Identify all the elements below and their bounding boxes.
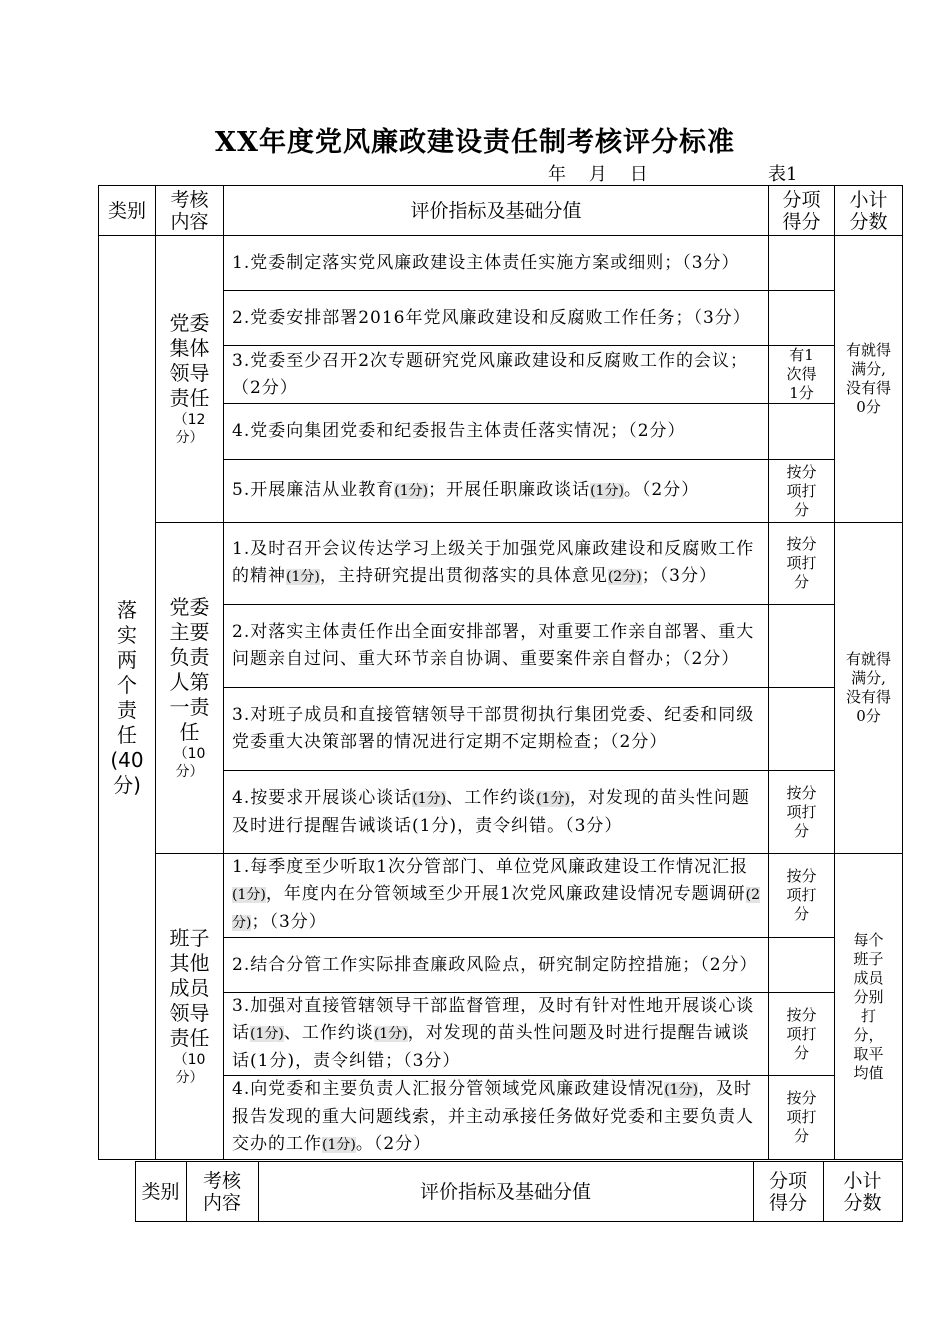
- group-points: （10分）: [173, 1052, 206, 1086]
- group-label: 党委主要负责人第一责任: [169, 595, 210, 744]
- criteria-item: 2.对落实主体责任作出全面安排部署，对重要工作亲自部署、重大问题亲自过问、重大环节亲自协调、重要案件亲自督办；（2分）: [224, 605, 769, 688]
- group-subtotal: 有就得满分,没有得0分: [835, 523, 903, 854]
- group-points: （12分）: [173, 412, 206, 446]
- criteria-item: 2.结合分管工作实际排查廉政风险点，研究制定防控措施；（2分）: [224, 938, 769, 993]
- table-number: 表1: [768, 164, 798, 185]
- header-subtotal: 小计分数: [823, 1162, 902, 1222]
- scoring-table: [98, 185, 903, 1160]
- criteria-item: 1.及时召开会议传达学习上级关于加强党风廉政建设和反腐败工作的精神(1分)，主持研究提出贯彻落实的具体意见(2分)；（3分）: [224, 523, 769, 605]
- item-score: 按分项打分: [769, 771, 835, 854]
- item-score: [769, 688, 835, 771]
- header-category: 类别: [135, 1162, 186, 1222]
- page-margin-cell: [98, 1162, 135, 1222]
- item-score: [769, 938, 835, 993]
- group-label: 班子其他成员领导责任: [169, 926, 210, 1050]
- header-category: 类别: [99, 186, 156, 236]
- group-2-label-cell: [156, 523, 224, 854]
- criteria-item: 3.对班子成员和直接管辖领导干部贯彻执行集团党委、纪委和同级党委重大决策部署的情况进行定期不定期检查；（2分）: [224, 688, 769, 771]
- item-score: 按分项打分: [769, 460, 835, 523]
- header-criteria: 评价指标及基础分值: [224, 186, 769, 236]
- group-1-label-cell: [156, 236, 224, 523]
- criteria-item: 5.开展廉洁从业教育(1分)；开展任职廉政谈话(1分)。（2分）: [224, 460, 769, 523]
- item-score: [769, 404, 835, 460]
- item-score: 按分项打分: [769, 854, 835, 938]
- group-3-label-cell: [156, 854, 224, 1160]
- item-score: 按分项打分: [769, 1076, 835, 1160]
- document-title: XX年度党风廉政建设责任制考核评分标准: [215, 127, 735, 158]
- category-label: 落实两个责任: [117, 597, 137, 747]
- criteria-item: 4.党委向集团党委和纪委报告主体责任落实情况；（2分）: [224, 404, 769, 460]
- criteria-item: 1.每季度至少听取1次分管部门、单位党风廉政建设工作情况汇报(1分)，年度内在分管领域至少开展1次党风廉政建设情况专题调研(2分)；（3分）: [224, 854, 769, 938]
- group-subtotal: 有就得满分,没有得0分: [835, 236, 903, 523]
- item-score: 有1次得1分: [769, 346, 835, 404]
- criteria-item: 4.向党委和主要负责人汇报分管领域党风廉政建设情况(1分)，及时报告发现的重大问题线索，并主动承接任务做好党委和主要负责人交办的工作(1分)。（2分）: [224, 1076, 769, 1160]
- group-subtotal: 每个班子成员分别打分，取平均值: [835, 854, 903, 1160]
- criteria-item: 2.党委安排部署2016年党风廉政建设和反腐败工作任务；（3分）: [224, 291, 769, 346]
- criteria-item: 3.加强对直接管辖领导干部监督管理，及时有针对性地开展谈心谈话(1分)、工作约谈(1分)，对发现的苗头性问题及时进行提醒告诫谈话(1分)，责令纠错；（3分）: [224, 993, 769, 1076]
- criteria-item: 1.党委制定落实党风廉政建设主体责任实施方案或细则；（3分）: [224, 236, 769, 291]
- group-label: 党委集体领导责任: [169, 311, 210, 410]
- item-score: [769, 605, 835, 688]
- item-score: [769, 236, 835, 291]
- header-criteria: 评价指标及基础分值: [258, 1162, 753, 1222]
- header-item-score: 分项得分: [769, 186, 835, 236]
- group-points: （10分）: [173, 746, 206, 780]
- item-score: 按分项打分: [769, 993, 835, 1076]
- category-points: (40分): [110, 747, 144, 797]
- header-item-score: 分项得分: [753, 1162, 823, 1222]
- criteria-item: 3.党委至少召开2次专题研究党风廉政建设和反腐败工作的会议；（2分）: [224, 346, 769, 404]
- header-subtotal: 小计分数: [835, 186, 903, 236]
- item-score: 按分项打分: [769, 523, 835, 605]
- category-cell: [99, 236, 156, 1160]
- header-content: 考核内容: [156, 186, 224, 236]
- item-score: [769, 291, 835, 346]
- repeated-header-table: [98, 1161, 903, 1222]
- date-line: 年 月 日: [548, 164, 648, 185]
- header-content: 考核内容: [186, 1162, 258, 1222]
- criteria-item: 4.按要求开展谈心谈话(1分)、工作约谈(1分)，对发现的苗头性问题及时进行提醒告诫谈话(1分)，责令纠错。（3分）: [224, 771, 769, 854]
